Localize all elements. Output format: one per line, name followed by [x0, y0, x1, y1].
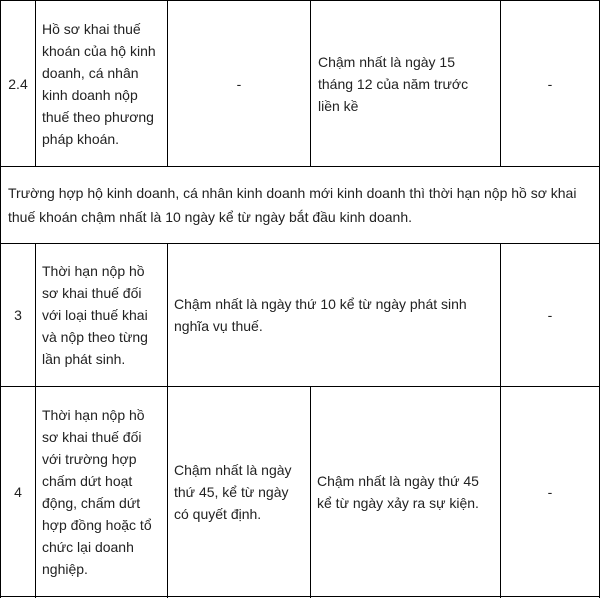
value-text: - [547, 75, 553, 92]
content-text: Thời hạn nộp hồ sơ khai thuế đối với loại thuế khai và nộp theo từng lần phát sinh. [42, 263, 148, 367]
deadline-cell [311, 1, 500, 166]
row-number-cell [1, 1, 35, 166]
table-border-right [599, 0, 600, 598]
value-text: - [547, 483, 553, 500]
deadline-cell [168, 244, 500, 386]
row-number-cell [1, 244, 35, 386]
value-text: - [236, 75, 242, 92]
content-text: Hồ sơ khai thuế khoán của hộ kinh doanh, cá nhân kinh doanh nộp thuế theo phương pháp khoán. [42, 20, 156, 147]
deadline-cell [311, 387, 500, 596]
content-cell [36, 1, 167, 166]
row-number: 2.4 [8, 75, 28, 92]
value-cell [501, 1, 599, 166]
deadline-text: Chậm nhất là ngày thứ 45, kể từ ngày có quyết định. [174, 461, 292, 522]
deadline-cell [168, 387, 310, 596]
row-number: 3 [14, 307, 22, 323]
content-cell [36, 387, 167, 596]
row-number-cell [1, 387, 35, 596]
value-text: - [547, 307, 553, 323]
row-border [0, 596, 600, 597]
content-text: Thời hạn nộp hồ sơ khai thuế đối với trường hợp chấm dứt hoạt động, chấm dứt hợp đồng hoặc tổ chức lại doanh nghiệp. [42, 406, 152, 577]
note-cell [1, 167, 599, 243]
value-cell [501, 244, 599, 386]
note-text: Trường hợp hộ kinh doanh, cá nhân kinh doanh mới kinh doanh thì thời hạn nộp hồ sơ khai thuế khoán chậm nhất là 10 ngày kể từ ngày bắt đầu kinh doanh. [8, 185, 577, 225]
deadline-text: Chậm nhất là ngày thứ 10 kể từ ngày phát sinh nghĩa vụ thuế. [174, 296, 467, 334]
row-number: 4 [14, 483, 22, 500]
deadline-text: Chậm nhất là ngày thứ 45 kể từ ngày xảy ra sự kiện. [317, 472, 479, 511]
deadline-text: Chậm nhất là ngày 15 tháng 12 của năm trước liền kề [318, 53, 469, 114]
value-cell [501, 387, 599, 596]
content-cell [36, 244, 167, 386]
value-cell [168, 1, 310, 166]
